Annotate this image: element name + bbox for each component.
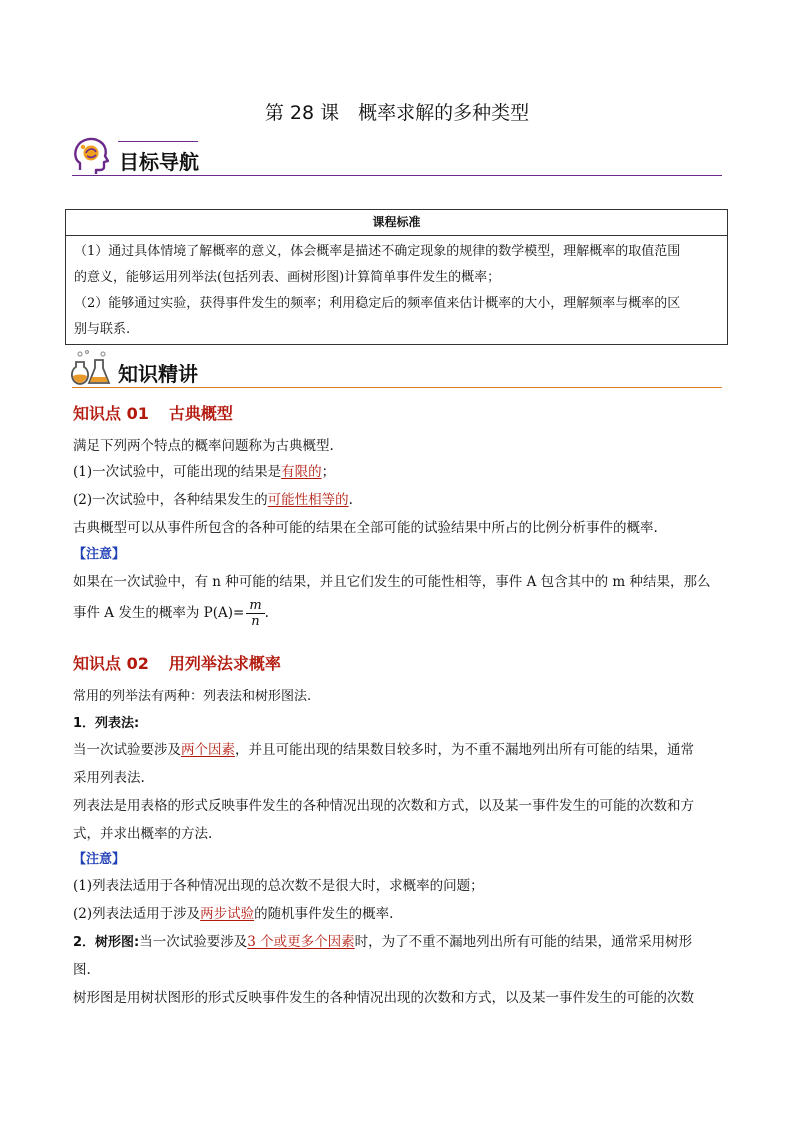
kp1-note-line-1: 如果在一次试验中，有 n 种可能的结果，并且它们发生的可能性相等，事件 A 包含其中的 m 种结果，那么	[73, 574, 711, 590]
fraction-m-over-n	[246, 598, 264, 629]
text: 的随机事件发生的概率.	[254, 906, 394, 922]
text: ；	[321, 464, 336, 480]
section-title-goal: 目标导航	[119, 150, 199, 174]
kp2-list-line-2: 采用列表法.	[73, 770, 145, 786]
section-rule-knowledge	[72, 387, 722, 388]
underlined-term: 两步试验	[200, 906, 255, 922]
text: 事件 A 发生的概率为 P(A)=	[73, 605, 245, 621]
section-title-knowledge: 知识精讲	[118, 362, 198, 386]
underlined-term: 有限的	[281, 464, 322, 480]
kp2-tree-line-1	[73, 930, 723, 950]
standard-line: 别与联系.	[74, 322, 131, 337]
text: (1)一次试验中，可能出现的结果是	[73, 464, 282, 480]
text: 时，为了不重不漏地列出所有可能的结果，通常采用树形	[354, 934, 693, 950]
text: 当一次试验要涉及	[139, 934, 248, 950]
kp-name: 用列举法求概率	[168, 654, 281, 673]
kp2-list-method-title: 1．列表法:	[73, 716, 140, 731]
knowledge-point-01-heading	[73, 401, 233, 424]
underlined-term: 可能性相等的	[267, 492, 349, 508]
note-label: 【注意】	[73, 852, 126, 867]
kp-name: 古典概型	[168, 404, 233, 423]
kp2-note-2	[73, 902, 723, 922]
kp1-note-line-2	[73, 598, 723, 629]
kp2-note-1: (1)列表法适用于各种情况出现的总次数不是很大时，求概率的问题；	[73, 878, 484, 894]
kp2-list-line-4: 式，并求出概率的方法.	[73, 826, 213, 842]
kp-label: 知识点 02	[73, 654, 149, 673]
kp1-description: 古典概型可以从事件所包含的各种可能的结果在全部可能的试验结果中所占的比例分析事件的概率.	[73, 520, 658, 536]
tree-method-title: 2．树形图:	[73, 935, 140, 950]
section-rule-goal	[72, 175, 722, 176]
kp1-intro: 满足下列两个特点的概率问题称为古典概型.	[73, 438, 334, 454]
kp-label: 知识点 01	[73, 404, 149, 423]
text: (2)列表法适用于涉及	[73, 906, 201, 922]
text: 当一次试验要涉及	[73, 742, 181, 758]
kp2-tree-line-2: 图.	[73, 962, 91, 978]
course-standard-box	[65, 209, 728, 345]
underlined-term: 3 个或更多个因素	[247, 934, 355, 950]
kp2-list-line-1	[73, 738, 723, 758]
standard-line: （1）通过具体情境了解概率的意义，体会概率是描述不确定现象的规律的数学模型，理解概率的取值范围	[74, 244, 681, 259]
standard-line: （2）能够通过实验，获得事件发生的频率；利用稳定后的频率值来估计概率的大小，理解频率与概率的区	[74, 296, 681, 311]
kp2-intro: 常用的列举法有两种：列表法和树形图法.	[73, 689, 312, 704]
kp2-tree-line-3: 树形图是用树状图形的形式反映事件发生的各种情况出现的次数和方式，以及某一事件发生的可能的次数	[73, 990, 694, 1006]
kp1-condition-1	[73, 460, 723, 480]
text: (2)一次试验中，各种结果发生的	[73, 492, 268, 508]
kp2-list-line-3: 列表法是用表格的形式反映事件发生的各种情况出现的次数和方式，以及某一事件发生的可能的次数和方	[73, 798, 694, 814]
text: .	[264, 605, 269, 621]
chemistry-flask-icon	[70, 349, 112, 387]
page-title: 第 28 课 概率求解的多种类型	[264, 102, 530, 124]
text: .	[348, 492, 353, 508]
course-standard-header: 课程标准	[66, 210, 727, 236]
text: ，并且可能出现的结果数目较多时，为不重不漏地列出所有可能的结果，通常	[235, 742, 694, 758]
knowledge-point-02-heading	[73, 651, 281, 674]
section-top-rule	[118, 141, 198, 142]
note-label: 【注意】	[73, 547, 126, 562]
fraction-numerator: m	[246, 598, 264, 614]
standard-line: 的意义，能够运用列举法(包括列表、画树形图)计算简单事件发生的概率；	[74, 270, 501, 285]
brain-head-icon	[72, 136, 114, 176]
fraction-denominator: n	[251, 614, 260, 629]
kp1-condition-2	[73, 488, 723, 508]
underlined-term: 两个因素	[181, 742, 235, 758]
